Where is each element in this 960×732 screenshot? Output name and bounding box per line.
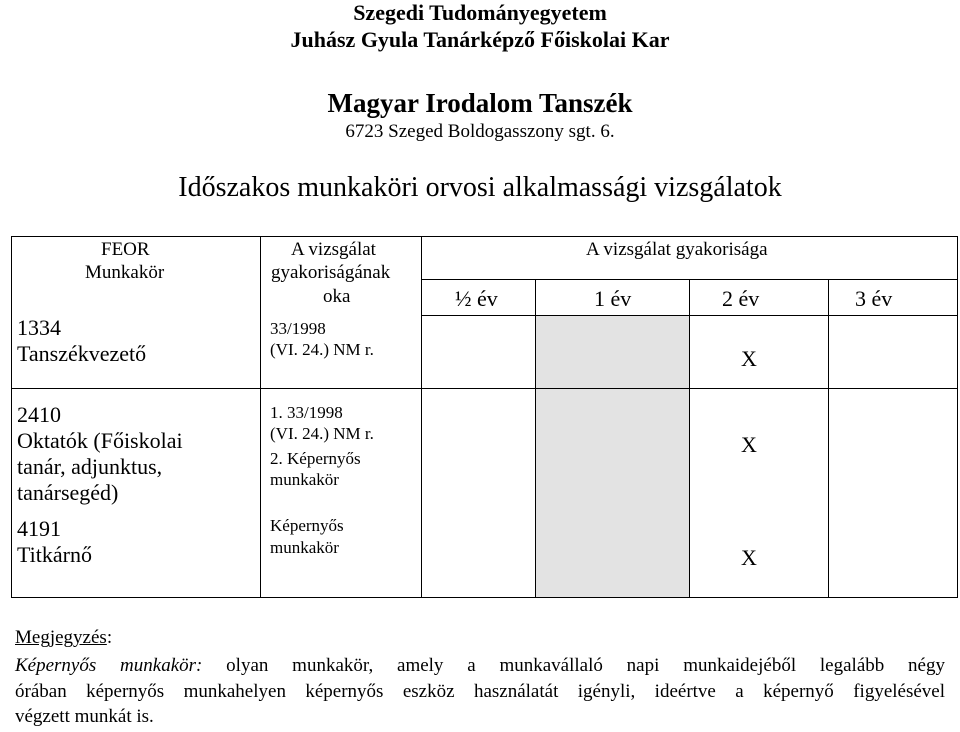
row-divider bbox=[11, 388, 958, 389]
row2-reason-line1: 1. 33/1998 bbox=[270, 403, 343, 422]
table-border-bottom bbox=[11, 597, 958, 598]
row2-mark: X bbox=[741, 432, 757, 457]
column-divider-one-year bbox=[535, 279, 536, 598]
table-border-right bbox=[957, 236, 958, 598]
header-three-year: 3 év bbox=[855, 286, 893, 311]
row1-mark: X bbox=[741, 346, 757, 371]
header-frequency: A vizsgálat gyakorisága bbox=[586, 239, 768, 260]
row2-job-line1: Oktatók (Főiskolai bbox=[17, 428, 183, 453]
header-reason-line3: oka bbox=[323, 286, 351, 307]
exam-table bbox=[11, 236, 958, 598]
row2-job-line3: tanársegéd) bbox=[17, 480, 119, 505]
department-address: 6723 Szeged Boldogasszony sgt. 6. bbox=[345, 121, 615, 142]
header-reason-line1: A vizsgálat bbox=[291, 239, 376, 260]
row3-code: 4191 bbox=[17, 516, 61, 541]
department-name: Magyar Irodalom Tanszék bbox=[327, 88, 633, 118]
column-divider-reason bbox=[260, 236, 261, 598]
note-label: Megjegyzés bbox=[15, 627, 107, 648]
row2-reason-line3: 2. Képernyős bbox=[270, 449, 361, 468]
header-two-year: 2 év bbox=[722, 286, 760, 311]
column-divider-frequency bbox=[421, 236, 422, 598]
row2-reason-line2: (VI. 24.) NM r. bbox=[270, 424, 374, 443]
row3-job: Titkárnő bbox=[17, 542, 92, 567]
note-line2: órában képernyős munkahelyen képernyős eszköz használatát igényli, ideértve a képernyő figyelésével bbox=[15, 681, 945, 702]
document-title: Időszakos munkaköri orvosi alkalmassági vizsgálatok bbox=[178, 172, 782, 203]
row1-job: Tanszékvezető bbox=[17, 341, 147, 366]
column-divider-two-year bbox=[689, 279, 690, 598]
header-half-year: ½ év bbox=[455, 286, 498, 311]
note-heading bbox=[15, 626, 945, 650]
header-feor: FEOR bbox=[101, 239, 150, 260]
note-line3: végzett munkát is. bbox=[15, 706, 154, 727]
header-reason-line2: gyakoriságának bbox=[271, 262, 391, 283]
faculty-name: Juhász Gyula Tanárképző Főiskolai Kar bbox=[290, 27, 670, 52]
header-job: Munkakör bbox=[85, 262, 165, 283]
row1-reason-line1: 33/1998 bbox=[270, 319, 326, 338]
institution-name: Szegedi Tudományegyetem bbox=[353, 0, 607, 25]
row1-code: 1334 bbox=[17, 315, 61, 340]
one-year-column-shading bbox=[535, 315, 689, 598]
row2-job-line2: tanár, adjunktus, bbox=[17, 454, 163, 479]
note-line1-rest: olyan munkakör, amely a munkavállaló napi munkaidejéből legalább négy bbox=[202, 655, 945, 676]
row3-mark: X bbox=[741, 545, 757, 570]
row2-reason-line4: munkakör bbox=[270, 470, 339, 489]
note-line1 bbox=[15, 654, 945, 678]
row3-reason-line1: Képernyős bbox=[270, 516, 344, 535]
row1-reason-line2: (VI. 24.) NM r. bbox=[270, 340, 374, 359]
note-colon: : bbox=[106, 627, 113, 648]
table-border-top bbox=[11, 236, 958, 237]
row3-reason-line2: munkakör bbox=[270, 538, 339, 557]
header-one-year: 1 év bbox=[594, 286, 632, 311]
row2-code: 2410 bbox=[17, 402, 61, 427]
table-border-left bbox=[11, 236, 12, 598]
column-divider-three-year bbox=[828, 279, 829, 598]
note-term: Képernyős munkakör: bbox=[15, 655, 203, 676]
